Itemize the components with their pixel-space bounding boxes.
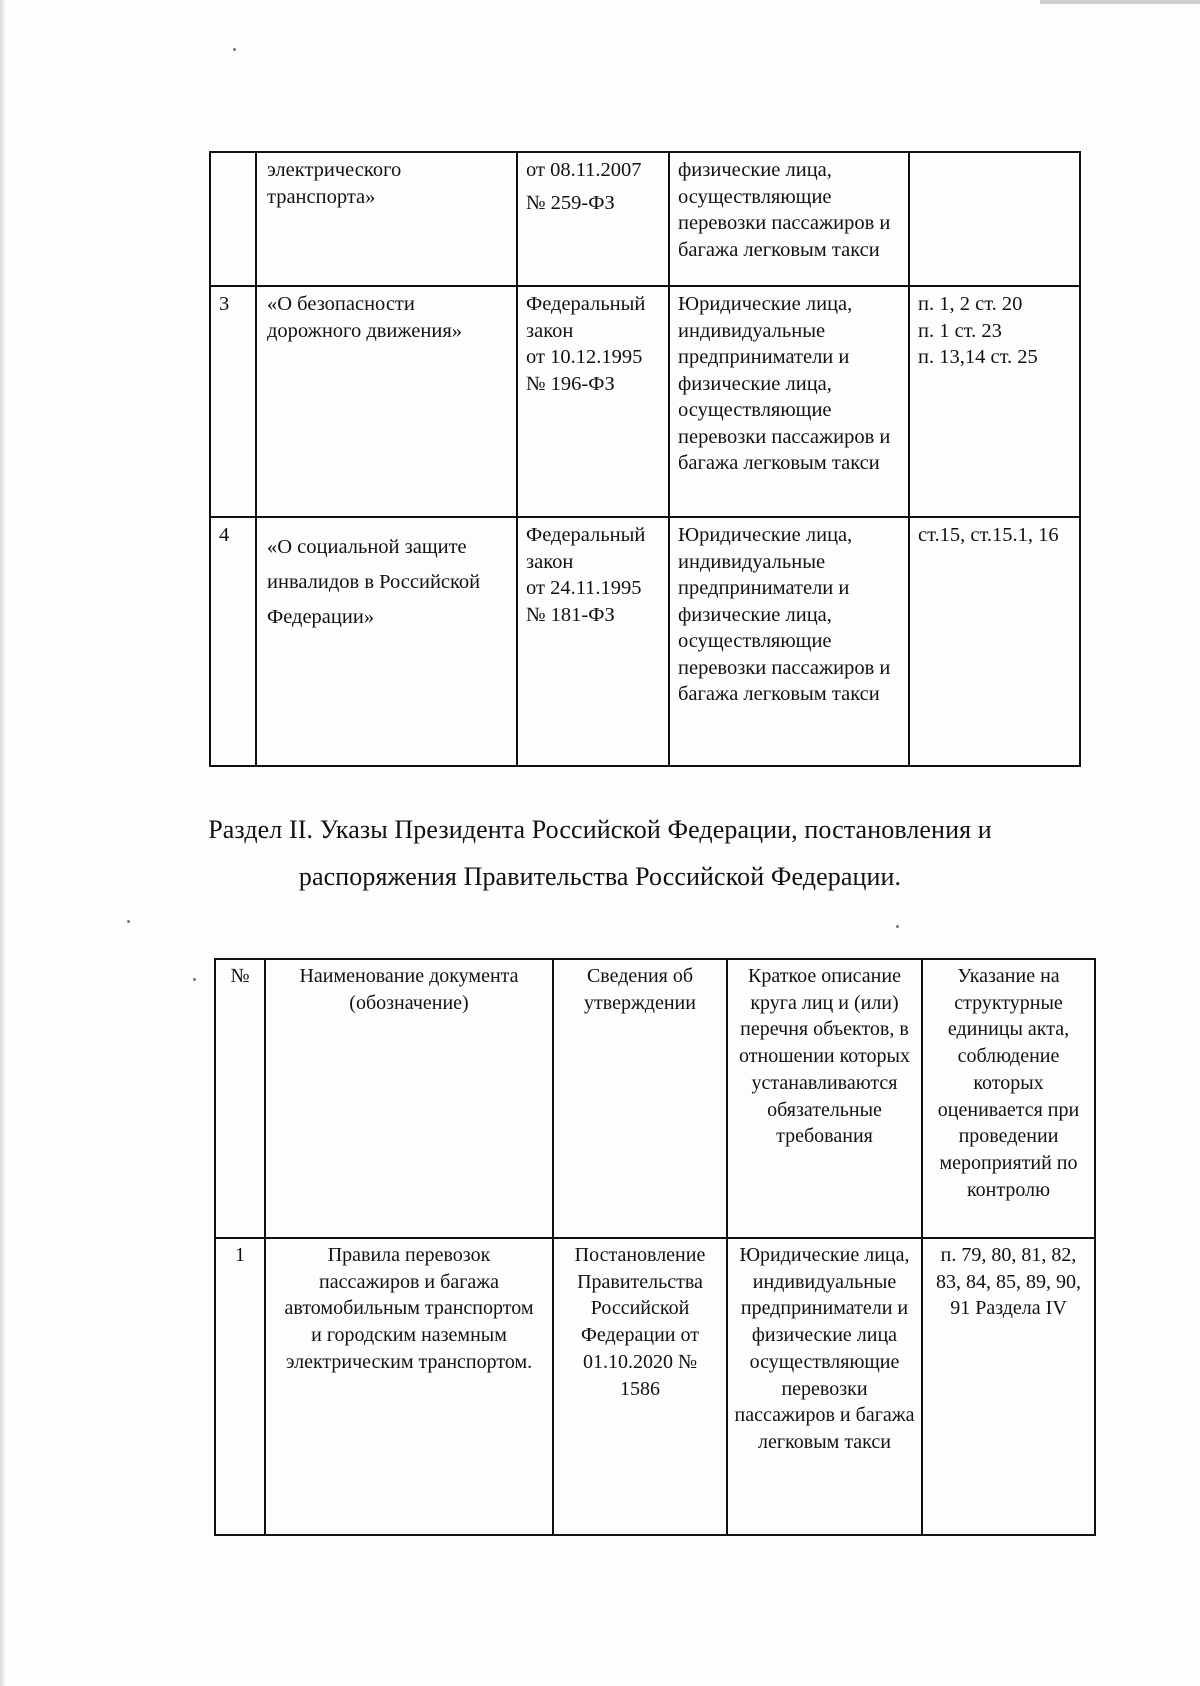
- table-header-row: [215, 959, 1095, 1238]
- header-persons-description: Краткое описание круга лиц и (или) перечня объектов, в отношении которых устанавливаются обязательные требования: [727, 959, 922, 1238]
- approval-info-cell: [517, 286, 669, 517]
- structural-units-cell: [909, 152, 1080, 286]
- structural-unit: ст.15, ст.15.1, 16: [918, 524, 1059, 546]
- persons-description-cell: Юридические лица, индивидуальные предприниматели и физические лица, осуществляющие перевозки пассажиров и багажа легковым такси: [669, 286, 909, 517]
- table-row: [210, 517, 1080, 766]
- row-number-cell: 1: [215, 1238, 265, 1535]
- section-heading-line-2: распоряжения Правительства Российской Федерации.: [298, 862, 902, 891]
- approval-info-cell: [517, 517, 669, 766]
- section-heading-line-1: Раздел II. Указы Президента Российской Федерации, постановления и: [208, 815, 992, 844]
- row-number-cell: 4: [210, 517, 256, 766]
- approval-line: от 24.11.1995: [526, 577, 642, 599]
- scan-top-edge: [1040, 0, 1200, 4]
- scan-speck: [193, 978, 196, 981]
- document-name-cell: Правила перевозок пассажиров и багажа автомобильным транспортом и городским наземным электрическим транспортом.: [265, 1238, 553, 1535]
- approval-line: Федеральный закон: [526, 524, 646, 573]
- document-name-cell: «О социальной защите инвалидов в Российской Федерации»: [256, 517, 517, 766]
- structural-units-cell: [909, 286, 1080, 517]
- federal-laws-table: [209, 151, 1081, 767]
- approval-line: № 196-ФЗ: [526, 372, 615, 395]
- structural-unit: п. 13,14 ст. 25: [918, 346, 1038, 368]
- approval-line: № 259-ФЗ: [526, 191, 615, 214]
- approval-line: от 08.11.2007: [526, 159, 642, 181]
- header-number: №: [215, 959, 265, 1238]
- scan-speck: [896, 925, 899, 928]
- approval-line: № 181-ФЗ: [526, 603, 615, 626]
- header-structural-units: Указание на структурные единицы акта, соблюдение которых оценивается при проведении мероприятий по контролю: [922, 959, 1095, 1238]
- approval-line: Федеральный закон: [526, 293, 646, 342]
- table-row: [215, 1238, 1095, 1535]
- document-name-cell: «О безопасности дорожного движения»: [256, 286, 517, 517]
- scan-speck: [233, 48, 236, 51]
- row-number-cell: [210, 152, 256, 286]
- persons-description-cell: Юридические лица, индивидуальные предприниматели и физические лица осуществляющие перевозки пассажиров и багажа легковым такси: [727, 1238, 922, 1535]
- structural-units-cell: [909, 517, 1080, 766]
- structural-units-cell: п. 79, 80, 81, 82, 83, 84, 85, 89, 90, 91 Раздела IV: [922, 1238, 1095, 1535]
- government-acts-table: [214, 958, 1096, 1536]
- structural-unit: п. 1, 2 ст. 20: [918, 293, 1023, 315]
- approval-info-cell: Постановление Правительства Российской Федерации от 01.10.2020 № 1586: [553, 1238, 727, 1535]
- table-row: [210, 286, 1080, 517]
- table-row: [210, 152, 1080, 286]
- header-approval-info: Сведения об утверждении: [553, 959, 727, 1238]
- scan-speck: [127, 920, 130, 923]
- header-document-name: Наименование документа (обозначение): [265, 959, 553, 1238]
- persons-description-cell: Юридические лица, индивидуальные предприниматели и физические лица, осуществляющие перевозки пассажиров и багажа легковым такси: [669, 517, 909, 766]
- row-number-cell: 3: [210, 286, 256, 517]
- structural-unit: п. 1 ст. 23: [918, 319, 1002, 342]
- approval-line: от 10.12.1995: [526, 346, 643, 368]
- persons-description-cell: физические лица, осуществляющие перевозки пассажиров и багажа легковым такси: [669, 152, 909, 286]
- approval-info-cell: [517, 152, 669, 286]
- scan-left-edge: [0, 0, 6, 1686]
- document-name-cell: электрического транспорта»: [256, 152, 517, 286]
